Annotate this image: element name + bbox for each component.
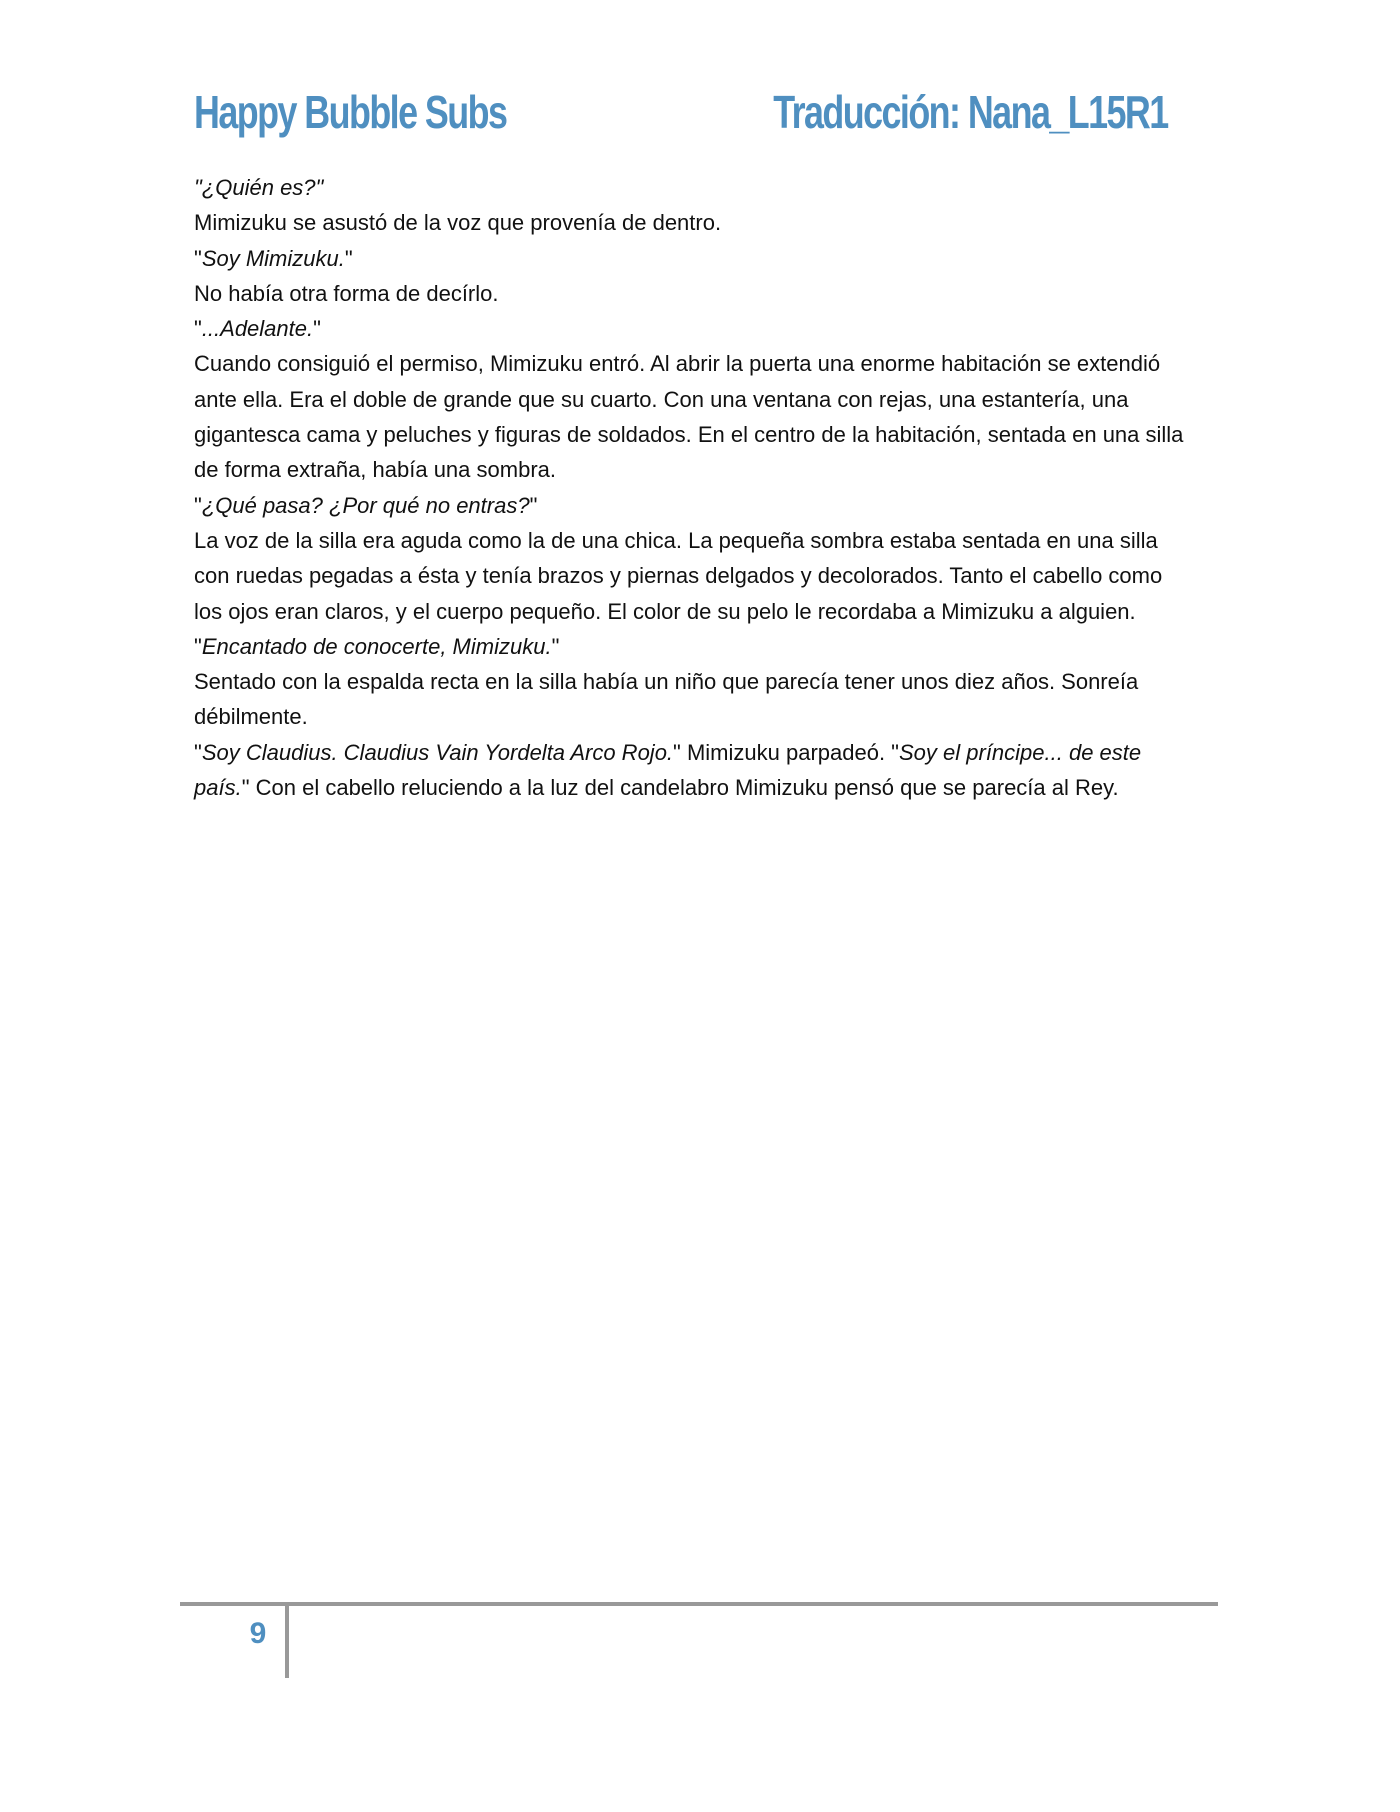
paragraph-6: Cuando consiguió el permiso, Mimizuku entró. Al abrir la puerta una enorme habitación se extendió ante ella. Era el doble de grande que su cuarto. Con una ventana con rejas, una estantería, una gigantesca cama y peluches y figuras de soldados. En el centro de la habitación, sentada en una silla de forma extraña, había una sombra.: [194, 351, 1184, 483]
page-number: 9: [249, 1617, 267, 1650]
paragraph-1: [194, 170, 1194, 205]
footer-divider: [180, 1602, 1218, 1606]
paragraph-9: "Encantado de conocerte, Mimizuku.": [194, 633, 560, 659]
dialogue-adelante: ...Adelante.: [201, 316, 314, 342]
page-header: [194, 82, 1168, 152]
paragraph-5: "...Adelante.": [194, 316, 321, 342]
header-group-name: Happy Bubble Subs: [194, 86, 507, 138]
dialogue-que-pasa: ¿Qué pasa? ¿Por qué no entras?: [201, 492, 530, 518]
dialogue-quien-es: "¿Quién es?": [194, 175, 324, 200]
paragraph-10: Sentado con la espalda recta en la silla había un niño que parecía tener unos diez años. Sonreía débilmente.: [194, 669, 1139, 730]
dialogue-soy-claudius: Soy Claudius. Claudius Vain Yordelta Arco Rojo.: [201, 739, 674, 765]
dialogue-soy-el-principe: Soy el príncipe... de este país.: [194, 739, 1142, 801]
paragraph-7: "¿Qué pasa? ¿Por qué no entras?": [194, 492, 538, 518]
paragraph-4: No había otra forma de decírlo.: [194, 280, 499, 306]
dialogue-encantado: Encantado de conocerte, Mimizuku.: [201, 633, 552, 659]
document-body: [194, 170, 1194, 805]
paragraph-2: Mimizuku se asustó de la voz que provenía de dentro.: [194, 210, 722, 236]
dialogue-soy-mimizuku: Soy Mimizuku.: [201, 245, 345, 271]
paragraph-11: "Soy Claudius. Claudius Vain Yordelta Arco Rojo." Mimizuku parpadeó. "Soy el príncipe... de este país." Con el cabello reluciendo a la luz del candelabro Mimizuku pensó que se parecía al Rey.: [194, 739, 1142, 801]
paragraph-8: La voz de la silla era aguda como la de una chica. La pequeña sombra estaba sentada en una silla con ruedas pegadas a ésta y tenía brazos y piernas delgados y decolorados. Tanto el cabello como los ojos eran claros, y el cuerpo pequeño. El color de su pelo le recordaba a Mimizuku a alguien.: [194, 527, 1163, 624]
header-translator-credit: Traducción: Nana_L15R1: [773, 86, 1168, 138]
footer-page-separator: [285, 1606, 289, 1678]
paragraph-3: "Soy Mimizuku.": [194, 245, 353, 271]
